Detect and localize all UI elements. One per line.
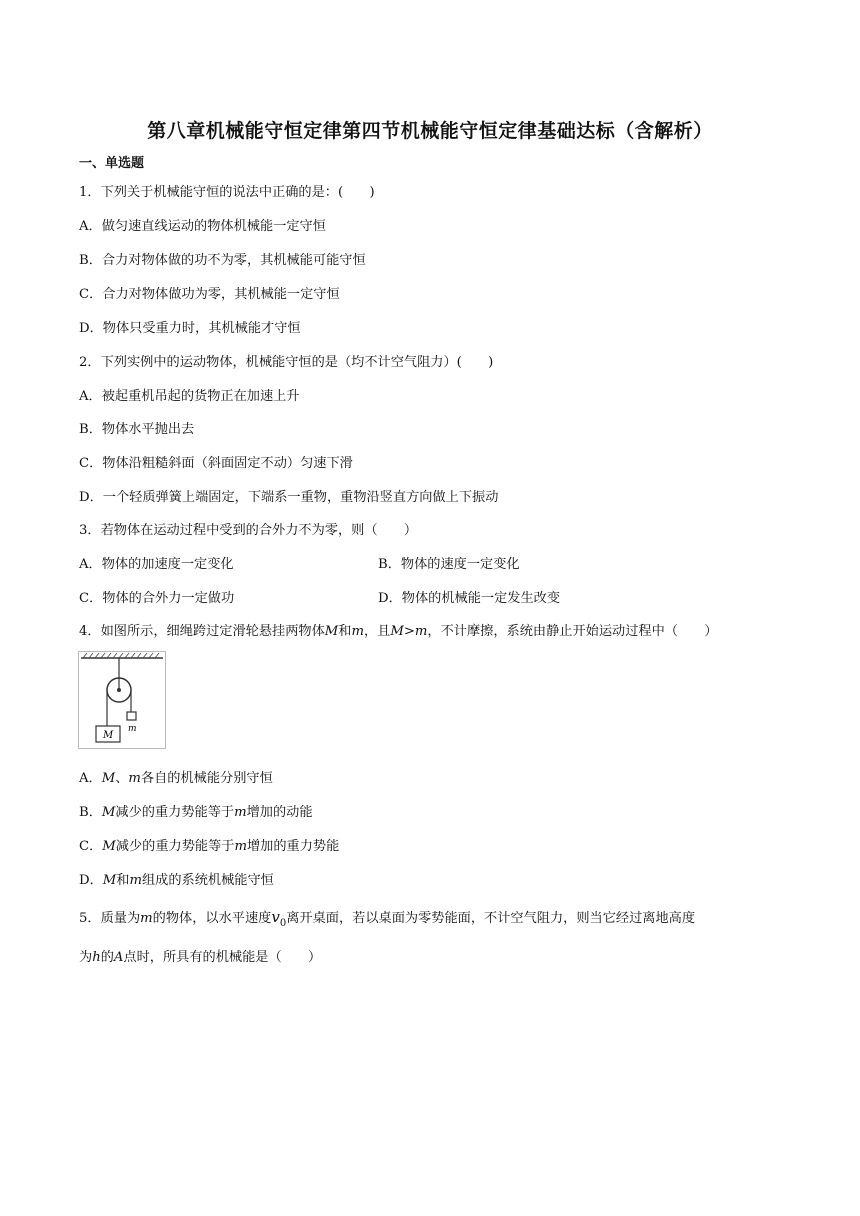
q2-option-b[interactable]: B．物体水平抛出去 bbox=[79, 422, 195, 437]
q1-stem: 1．下列关于机械能守恒的说法中正确的是：( ) bbox=[79, 185, 375, 200]
mass-m-block bbox=[127, 712, 136, 720]
q1-option-a[interactable]: A．做匀速直线运动的物体机械能一定守恒 bbox=[79, 219, 326, 234]
q4-option-c[interactable]: C．M减少的重力势能等于m增加的重力势能 bbox=[79, 839, 340, 854]
q5-stem-line2: 为h的A点时，所具有的机械能是（ ） bbox=[79, 950, 322, 965]
q3-option-d[interactable]: D．物体的机械能一定发生改变 bbox=[378, 591, 561, 606]
q1-option-c[interactable]: C．合力对物体做功为零，其机械能一定守恒 bbox=[79, 287, 340, 302]
q4-stem: 4．如图所示，细绳跨过定滑轮悬挂两物体M和m，且M>m，不计摩擦，系统由静止开始运动过程中（ ） bbox=[79, 624, 718, 639]
q3-option-a[interactable]: A．物体的加速度一定变化 bbox=[79, 557, 234, 572]
pulley-axle bbox=[117, 688, 121, 692]
q2-option-d[interactable]: D．一个轻质弹簧上端固定，下端系一重物，重物沿竖直方向做上下振动 bbox=[79, 490, 499, 505]
section-heading: 一、单选题 bbox=[79, 156, 145, 171]
q4-option-a[interactable]: A．M、m各自的机械能分别守恒 bbox=[79, 771, 273, 786]
q1-option-b[interactable]: B．合力对物体做的功不为零，其机械能可能守恒 bbox=[79, 253, 366, 268]
q2-stem: 2．下列实例中的运动物体，机械能守恒的是（均不计空气阻力）( ) bbox=[79, 355, 494, 370]
q3-option-c[interactable]: C．物体的合外力一定做功 bbox=[79, 591, 235, 606]
q4-option-d[interactable]: D．M和m组成的系统机械能守恒 bbox=[79, 873, 274, 888]
mass-M-label: M bbox=[103, 730, 114, 741]
q1-option-d[interactable]: D．物体只受重力时，其机械能才守恒 bbox=[79, 321, 301, 336]
q4-option-b[interactable]: B．M减少的重力势能等于m增加的动能 bbox=[79, 805, 313, 820]
pulley-diagram bbox=[78, 651, 166, 749]
q5-stem-line1: 5．质量为m的物体，以水平速度$v_0$离开桌面，若以桌面为零势能面，不计空气阻力，则当它经过离地高度 bbox=[79, 908, 696, 929]
pulley-svg bbox=[79, 652, 165, 748]
page-title: 第八章机械能守恒定律第四节机械能守恒定律基础达标（含解析） bbox=[147, 120, 713, 142]
q3-stem: 3．若物体在运动过程中受到的合外力不为零，则（ ） bbox=[79, 523, 418, 538]
q3-option-b[interactable]: B．物体的速度一定变化 bbox=[378, 557, 520, 572]
mass-m-label: m bbox=[128, 724, 137, 734]
velocity-symbol: $v_0$ bbox=[271, 908, 287, 929]
q2-option-c[interactable]: C．物体沿粗糙斜面（斜面固定不动）匀速下滑 bbox=[79, 456, 353, 471]
q2-option-a[interactable]: A．被起重机吊起的货物正在加速上升 bbox=[79, 389, 300, 404]
